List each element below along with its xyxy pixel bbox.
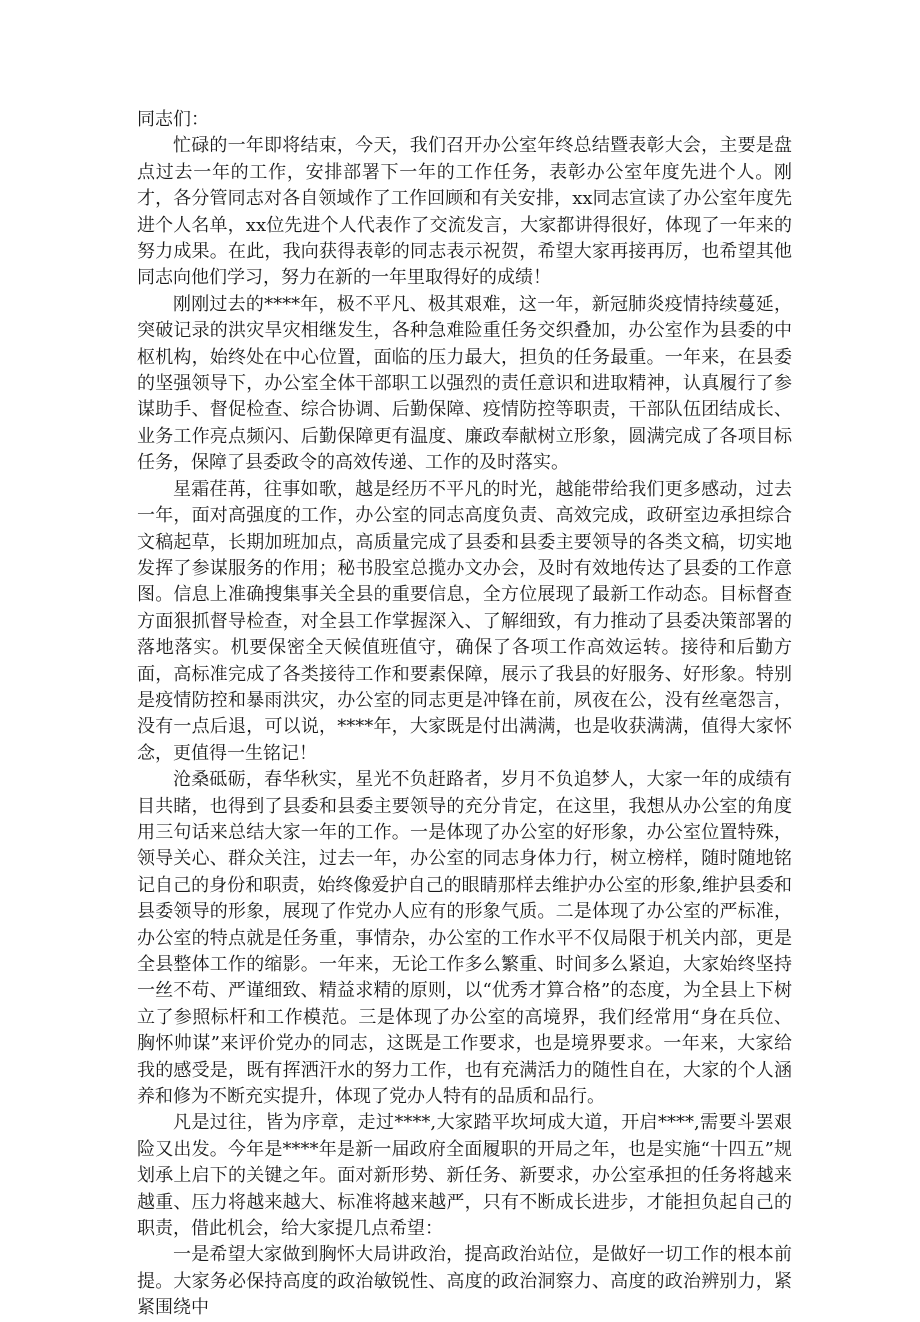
- paragraph-opening: 忙碌的一年即将结束，今天，我们召开办公室年终总结暨表彰大会，主要是盘点过去一年的工作，安排部署下一年的工作任务，表彰办公室年度先进个人。刚才，各分管同志对各自领域作了工作回顾和有关安排，xx同志宣读了办公室年度先进个人名单，xx位先进个人代表作了交流发言，大家都讲得很好，体现了一年来的努力成果。在此，我向获得表彰的同志表示祝贺，希望大家再接再厉，也希望其他同志向他们学习，努力在新的一年里取得好的成绩！: [137, 135, 792, 289]
- paragraph-summary: 沧桑砥砺，春华秋实，星光不负赶路者，岁月不负追梦人，大家一年的成绩有目共睹，也得到了县委和县委主要领导的充分肯定，在这里，我想从办公室的角度用三句话来总结大家一年的工作。一是体现了办公室的好形象，办公室位置特殊，领导关心、群众关注，过去一年，办公室的同志身体力行，树立榜样，随时随地铭记自己的身份和职责，始终像爱护自己的眼睛那样去维护办公室的形象,维护县委和县委领导的形象，展现了作党办人应有的形象气质。二是体现了办公室的严标准，办公室的特点就是任务重，事情杂，办公室的工作水平不仅局限于机关内部，更是全县整体工作的缩影。一年来，无论工作多么繁重、时间多么紧迫，大家始终坚持一丝不苟、严谨细致、精益求精的原则，以“优秀才算合格”的态度，为全县上下树立了参照标杆和工作模范。三是体现了办公室的高境界，我们经常用“身在兵位、胸怀帅谋”来评价党办的同志，这既是工作要求，也是境界要求。一年来，大家给我的感受是，既有挥洒汗水的努力工作，也有充满活力的随性自在，大家的个人涵养和修为不断充实提升，体现了党办人特有的品质和品行。: [137, 769, 792, 1108]
- paragraph-achievements: 星霜荏苒，往事如歌，越是经历不平凡的时光，越能带给我们更多感动，过去一年，面对高强度的工作，办公室的同志高度负责、高效完成，政研室边承担综合文稿起草，长期加班加点，高质量完成了县委和县委主要领导的各类文稿，切实地发挥了参谋服务的作用；秘书股室总揽办文办会，及时有效地传达了县委的工作意图。信息上准确搜集事关全县的重要信息，全方位展现了最新工作动态。目标督查方面狠抓督导检查，对全县工作掌握深入、了解细致，有力推动了县委决策部署的落地落实。机要保密全天候值班值守，确保了各项工作高效运转。接待和后勤方面，高标准完成了各类接待工作和要素保障，展示了我县的好服务、好形象。特别是疫情防控和暴雨洪灾，办公室的同志更是冲锋在前，夙夜在公，没有丝毫怨言，没有一点后退，可以说，****年，大家既是付出满满，也是收获满满，值得大家怀念，更值得一生铭记！: [137, 478, 792, 764]
- paragraph-year-review: 刚刚过去的****年，极不平凡、极其艰难，这一年，新冠肺炎疫情持续蔓延，突破记录的洪灾旱灾相继发生，各种急难险重任务交织叠加，办公室作为县委的中枢机构，始终处在中心位置，面临的压力最大，担负的任务最重。一年来，在县委的坚强领导下，办公室全体干部职工以强烈的责任意识和进取精神，认真履行了参谋助手、督促检查、综合协调、后勤保障、疫情防控等职责，干部队伍团结成长、业务工作亮点频闪、后勤保障更有温度、廉政奉献树立形象，圆满完成了各项目标任务，保障了县委政令的高效传递、工作的及时落实。: [137, 293, 792, 474]
- document-body: [137, 107, 792, 1322]
- paragraph-hope-one: 一是希望大家做到胸怀大局讲政治，提高政治站位，是做好一切工作的根本前提。大家务必保持高度的政治敏锐性、高度的政治洞察力、高度的政治辨别力，紧紧围绕中: [137, 1244, 792, 1319]
- salutation: 同志们：: [137, 109, 209, 130]
- paragraph-outlook: 凡是过往，皆为序章，走过****,大家踏平坎坷成大道，开启****,需要斗罢艰险又出发。今年是****年是新一届政府全面履职的开局之年，也是实施“十四五”规划承上启下的关键之年。面对新形势、新任务、新要求，办公室承担的任务将越来越重、压力将越来越大、标准将越来越严，只有不断成长进步，才能担负起自己的职责，借此机会，给大家提几点希望：: [137, 1112, 792, 1240]
